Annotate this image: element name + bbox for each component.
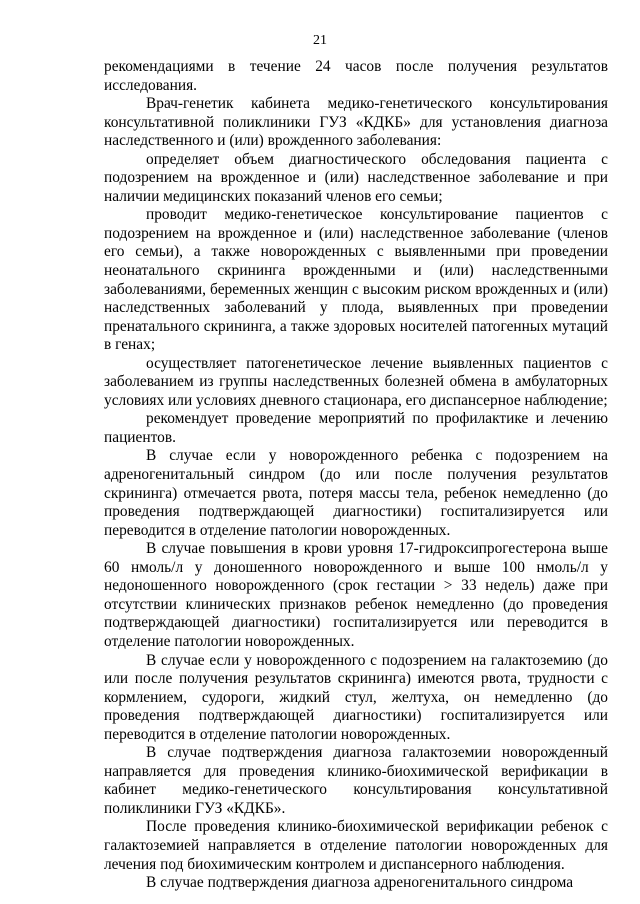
paragraph-recommendations-continuation: рекомендациями в течение 24 часов после получения результатов исследования. — [104, 58, 608, 94]
paragraph-17-ohp-levels: В случае повышения в крови уровня 17-гидроксипрогестерона выше 60 нмоль/л у доношенного новорожденного и выше 100 нмоль/л у недоношенного новорожденного (срок гестации > 33 недель) даже при отсутствии клинических признаков ребенок немедленно (до проведения подтверждающей диагностики) госпитализируется или переводится в отделение патологии новорожденных. — [104, 540, 608, 650]
paragraph-recommends-measures: рекомендует проведение мероприятий по профилактике и лечению пациентов. — [104, 410, 608, 446]
paragraph-after-verification: После проведения клинико-биохимической верификации ребенок с галактоземией направляется в отделение патологии новорожденных для лечения под биохимическим контролем и диспансерного наблюдения. — [104, 818, 608, 873]
document-body — [104, 58, 608, 893]
paragraph-pathogenetic-treatment: осуществляет патогенетическое лечение выявленных пациентов с заболеванием из группы наследственных болезней обмена в амбулаторных условиях или условиях дневного стационара, его диспансерное наблюдение; — [104, 354, 608, 409]
page-number: 21 — [313, 33, 327, 48]
paragraph-adrenogenital-confirmed: В случае подтверждения диагноза адреногенитального синдрома — [146, 874, 574, 892]
paragraph-galactosemia-confirmed: В случае подтверждения диагноза галактоземии новорожденный направляется для проведения клинико-биохимической верификации в кабинет медико-генетического консультирования консультативной поликлиники ГУЗ «КДКБ». — [104, 744, 608, 817]
paragraph-geneticist-duties-intro: Врач-генетик кабинета медико-генетического консультирования консультативной поликлиники ГУЗ «КДКБ» для установления диагноза наследственного и (или) врожденного заболевания: — [104, 95, 608, 150]
paragraph-conducts-counseling: проводит медико-генетическое консультирование пациентов с подозрением на врожденное и (или) наследственное заболевание (членов его семьи), а также новорожденных с выявленными при проведении неонатального скрининга врожденными и (или) наследственными заболеваниями, беременных женщин с высоким риском врожденных и (или) наследственных заболеваний у плода, выявленных при проведении пренатального скрининга, а также здоровых носителей патогенных мутаций в генах; — [104, 206, 608, 354]
paragraph-adrenogenital-suspicion: В случае если у новорожденного ребенка с подозрением на адреногенитальный синдром (до или после получения результатов скрининга) отмечается рвота, потеря массы тела, ребенок немедленно (до проведения подтверждающей диагностики) госпитализируется или переводится в отделение патологии новорожденных. — [104, 447, 608, 539]
paragraph-galactosemia-suspicion: В случае если у новорожденного с подозрением на галактоземию (до или после получения результатов скрининга) имеются рвота, трудности с кормлением, судороги, жидкий стул, желтуха, он немедленно (до проведения подтверждающей диагностики) госпитализируется или переводится в отделение патологии новорожденных. — [104, 651, 608, 743]
paragraph-determines-scope: определяет объем диагностического обследования пациента с подозрением на врожденное и (или) наследственное заболевание и при наличии медицинских показаний членов его семьи; — [104, 150, 608, 205]
